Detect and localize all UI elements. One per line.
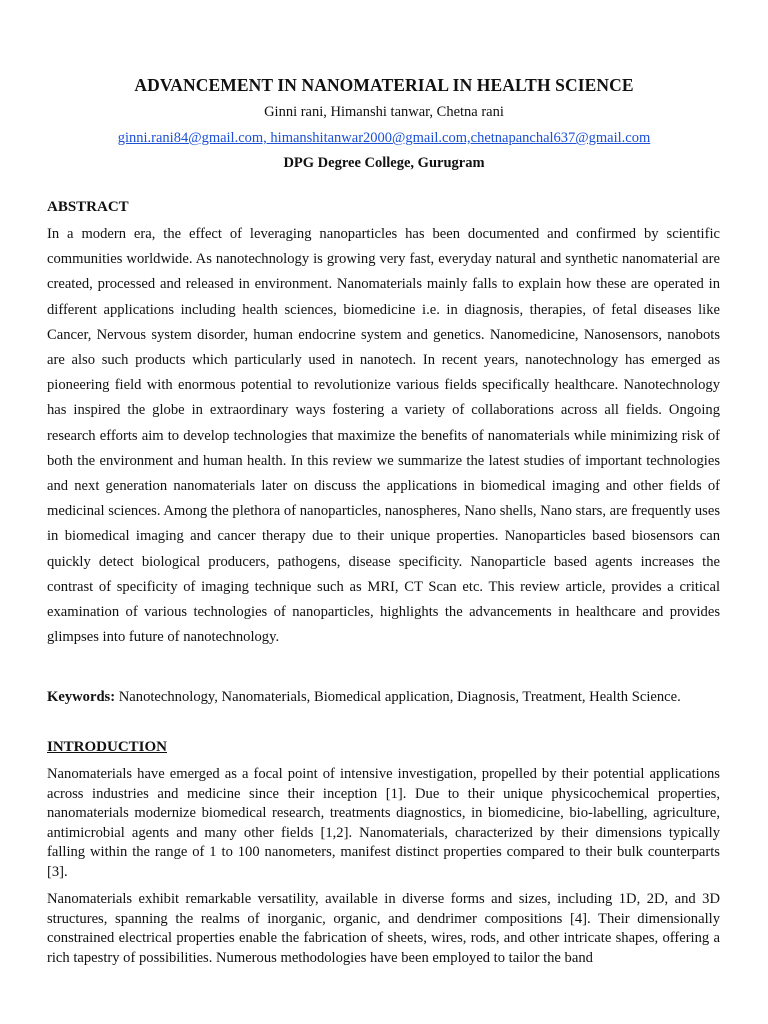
affiliation: DPG Degree College, Gurugram [283, 155, 485, 171]
keywords [47, 687, 720, 707]
introduction-paragraph-2: Nanomaterials exhibit remarkable versatility, available in diverse forms and sizes, including 1D, 2D, and 3D structures, spanning the realms of inorganic, organic, and dendrimer compositions [4]. Their dimensionally constrained electrical properties enable the fabrication of sheets, wires, rods, and other intricate shapes, offering a rich tapestry of possibilities. Numerous methodologies have been employed to tailor the band [47, 891, 720, 966]
keywords-text: Nanotechnology, Nanomaterials, Biomedical application, Diagnosis, Treatment, Health Science. [115, 689, 681, 705]
author-emails-link[interactable]: ginni.rani84@gmail.com, himanshitanwar2000@gmail.com,chetnapanchal637@gmail.com [117, 130, 651, 146]
author-list: Ginni rani, Himanshi tanwar, Chetna rani [264, 104, 504, 120]
keywords-label: Keywords: [47, 689, 116, 705]
abstract-text: In a modern era, the effect of leveraging nanoparticles has been documented and confirmed by scientific communities worldwide. As nanotechnology is growing very fast, everyday natural and synthetic nanomaterial are created, processed and released in environment. Nanomaterials mainly falls to explain how these are operated in different applications including health sciences, biomedicine i.e. in diagnosis, therapies, of fetal diseases like Cancer, Nervous system disorder, human endocrine system and genetics. Nanomedicine, Nanosensors, nanobots are also such products which particularly used in nanotech. In recent years, nanotechnology has emerged as pioneering field with enormous potential to revolutionize various fields specifically healthcare. Nanotechnology has inspired the globe in extraordinary ways fostering a variety of collaborations across all fields. Ongoing research efforts aim to develop technologies that maximize the benefits of nanomaterials while minimizing risk of both the environment and human health. In this review we summarize the latest studies of important technologies and next generation nanomaterials later on discuss the applications in biomedical imaging and other fields of medicinal sciences. Among the plethora of nanoparticles, nanospheres, Nano shells, Nano stars, are frequently uses in biomedical imaging and cancer therapy due to their unique properties. Nanoparticles based biosensors can quickly detect biological producers, pathogens, disease specificity. Nanoparticle based agents increases the contrast of specificity of imaging technique such as MRI, CT Scan etc. This review article, provides a critical examination of various technologies of nanoparticles, highlights the advancements in healthcare and provides glimpses into future of nanotechnology. [47, 226, 720, 646]
introduction-paragraph-1: Nanomaterials have emerged as a focal point of intensive investigation, propelled by their potential applications across industries and medicine since their inception [1]. Due to their unique physicochemical properties, nanomaterials modernize biomedical research, treatments diagnostics, in biomedicine, bio-labelling, agriculture, antimicrobial agents and many other fields [1,2]. Nanomaterials, characterized by their dimensions typically falling within the range of 1 to 100 nanometers, manifest distinct properties compared to their bulk counterparts [3]. [47, 766, 720, 880]
abstract-heading: ABSTRACT [47, 199, 129, 215]
introduction-heading: INTRODUCTION [47, 739, 168, 755]
paper-title: ADVANCEMENT IN NANOMATERIAL IN HEALTH SCIENCE [134, 75, 634, 95]
